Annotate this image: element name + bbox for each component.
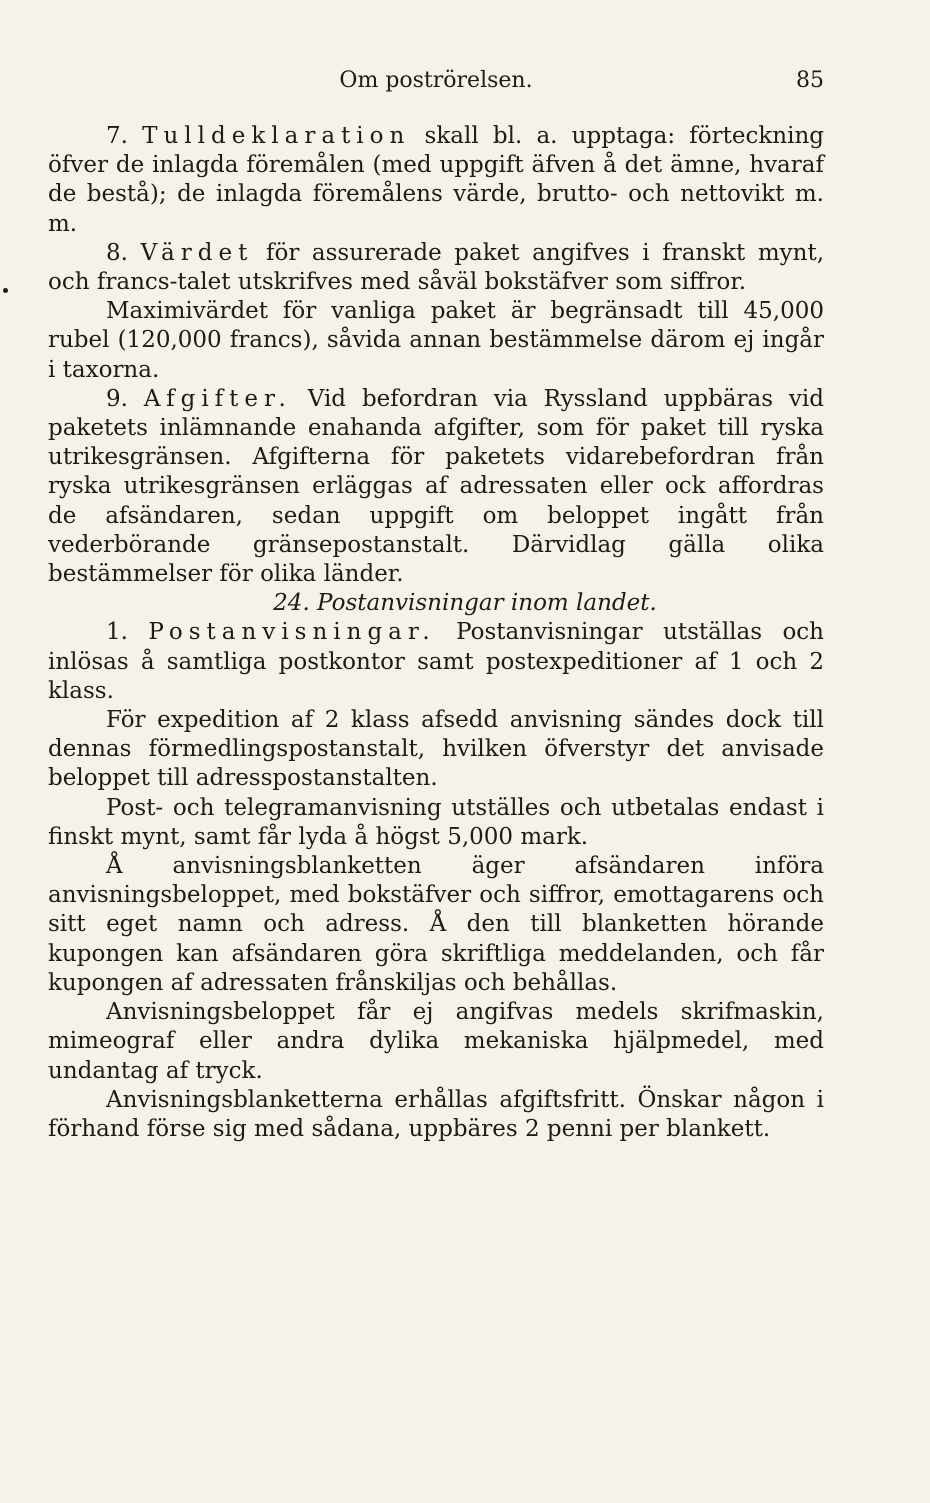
paragraph-24-2: För expedition af 2 klass afsedd anvisning sändes dock till dennas förmedlingspostanstalt, hvilken öfverstyr det anvisade beloppet till adresspostanstalten. xyxy=(48,707,824,792)
paragraph-7 xyxy=(48,122,824,239)
paragraph-text: Vid befordran via Ryssland uppbäras vid paketets inlämnande enahanda afgifter, som för paket till ryska utrikesgränsen. Afgifterna för paketets vidarebefordran från ryska utrikesgränsen erläggas af adressaten eller ock affordras de afsändaren, sedan uppgift om beloppet ingått från vederbörande gränsepostanstalt. Därvidlag gälla olika bestämmelser för olika länder. xyxy=(48,385,824,588)
paragraph-24-3: Post- och telegramanvisning utställes och utbetalas endast i finskt mynt, samt får lyda å högst 5,000 mark. xyxy=(48,794,824,850)
paragraph-text: för assurerade paket angifves i franskt mynt, och francs-talet utskrifves med såväl bokstäfver som siffror. xyxy=(48,239,825,296)
item-number: 1. xyxy=(106,619,128,646)
paragraph-text: Postanvisningar utställas och inlösas å samtliga postkontor samt postexpeditioner af 1 och 2 klass. xyxy=(48,619,824,704)
page-body xyxy=(48,122,824,1144)
paragraph-24-6: Anvisningsblanketterna erhållas afgiftsfritt. Önskar någon i förhand förse sig med sådana, uppbäres 2 penni per blankett. xyxy=(48,1086,824,1142)
paragraph-24-4: Å anvisningsblanketten äger afsändaren införa anvisningsbeloppet, med bokstäfver och siffror, emottagarens och sitt eget namn och adress. Å den till blanketten hörande kupongen kan afsändaren göra skriftliga meddelanden, och får kupongen af adressaten frånskiljas och behållas. xyxy=(48,853,824,996)
paragraph-24-5: Anvisningsbeloppet får ej angifvas medels skrifmaskin, mimeograf eller andra dylika mekaniska hjälpmedel, med undantag af tryck. xyxy=(48,999,824,1084)
spaced-term: Värdet xyxy=(140,239,254,266)
item-number: 9. xyxy=(106,385,128,412)
paragraph-8b: Maximivärdet för vanliga paket är begränsadt till 45,000 rubel (120,000 francs), såvida annan bestämmelse därom ej ingår i taxorna. xyxy=(48,298,824,383)
paragraph-9 xyxy=(48,385,824,589)
spaced-term: Postanvisningar. xyxy=(148,619,436,646)
ink-speck xyxy=(3,288,8,293)
item-number: 7. xyxy=(106,123,128,149)
paragraph-text: skall bl. a. upptaga: förteckning öfver de inlagda föremålen (med uppgift äfven å det ämne, hvaraf de bestå); de inlagda föremålens värde, brutto- och nettovikt m. m. xyxy=(48,123,825,237)
running-title: Om poströrelsen. xyxy=(339,68,533,93)
section-heading: 24. Postanvisningar inom landet. xyxy=(273,590,657,617)
spaced-term: Afgifter. xyxy=(143,385,292,412)
spaced-term: Tulldeklaration xyxy=(142,123,411,149)
paragraph-8 xyxy=(48,239,824,297)
page-header xyxy=(48,68,824,108)
item-number: 8. xyxy=(106,239,128,266)
page-number: 85 xyxy=(796,68,824,93)
paragraph-24-1 xyxy=(48,618,824,706)
